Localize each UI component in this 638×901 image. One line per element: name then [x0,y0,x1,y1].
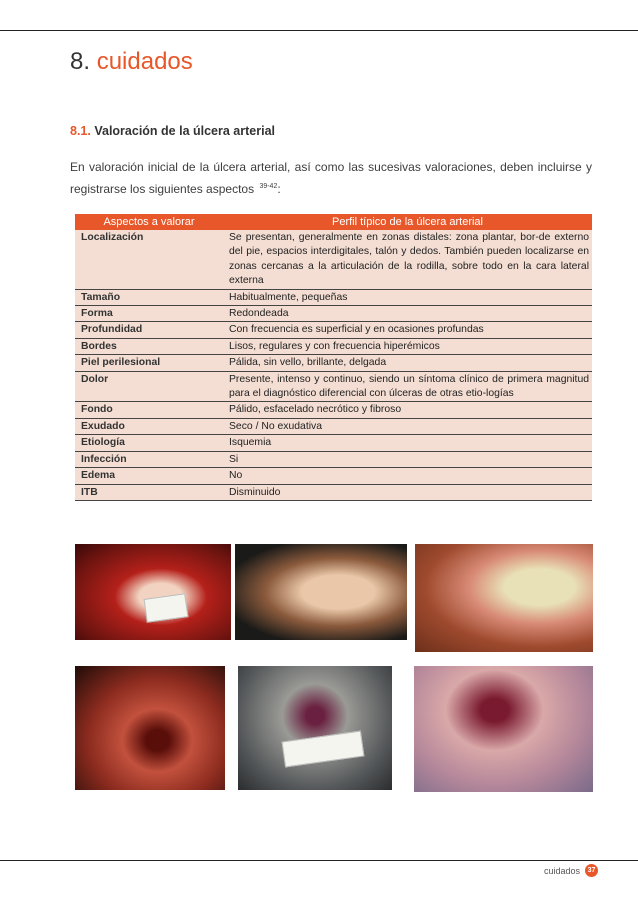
photo-ulcer-leg-labeled [238,666,392,790]
row-aspect: Fondo [75,402,223,418]
table-row [75,371,592,402]
intro-end: : [277,182,281,196]
row-profile: Seco / No exudativa [223,418,592,434]
section-heading [70,124,275,138]
row-aspect: Piel perilesional [75,355,223,371]
table-row [75,338,592,354]
row-profile: Lisos, regulares y con frecuencia hiperémicos [223,338,592,354]
table-header-profile: Perfil típico de la úlcera arterial [223,214,592,230]
row-profile: Presente, intenso y continuo, siendo un síntoma clínico de primera magnitud para el diagnóstico diferencial con úlceras de otras etio-logías [223,371,592,402]
table-row [75,484,592,500]
row-profile: Isquemia [223,435,592,451]
row-profile: Se presentan, generalmente en zonas distales: zona plantar, bor-de externo del pie, espacios interdigitales, talón y dedos. También pueden localizarse en zonas cercanas a la articulación de la rodilla, sobre todo en la cara lateral externa [223,230,592,289]
intro-paragraph [70,158,592,199]
row-aspect: Forma [75,306,223,322]
table-row [75,435,592,451]
row-aspect: Profundidad [75,322,223,338]
table-header-row [75,214,592,230]
row-aspect: Bordes [75,338,223,354]
row-profile: Si [223,451,592,467]
section-title: Valoración de la úlcera arterial [94,124,275,138]
table-row [75,402,592,418]
row-aspect: Infección [75,451,223,467]
row-profile: Redondeada [223,306,592,322]
page-number-badge: 37 [585,864,598,877]
photo-ulcer-heel [415,544,593,652]
row-profile: Pálido, esfacelado necrótico y fibroso [223,402,592,418]
row-aspect: Exudado [75,418,223,434]
row-profile: Habitualmente, pequeñas [223,289,592,305]
row-profile: Disminuido [223,484,592,500]
row-aspect: Dolor [75,371,223,402]
photo-ulcer-wound-care [235,544,407,640]
row-aspect: Localización [75,230,223,289]
table-body [75,230,592,500]
intro-text: En valoración inicial de la úlcera arterial, así como las sucesivas valoraciones, deben incluirse y registrarse los siguientes aspectos [70,160,592,196]
photo-ulcer-foot-dorsal [75,666,225,790]
bottom-rule [0,860,638,861]
table-row [75,230,592,289]
table-header-aspect: Aspectos a valorar [75,214,223,230]
photo-ulcer-toes [414,666,593,792]
table-row [75,451,592,467]
section-number: 8.1. [70,124,91,138]
row-profile: Pálida, sin vello, brillante, delgada [223,355,592,371]
chapter-heading [70,48,193,76]
chapter-number: 8. [70,48,91,75]
row-aspect: Tamaño [75,289,223,305]
table-row [75,355,592,371]
table-row [75,306,592,322]
photo-ulcer-foot-bandaged [75,544,231,640]
footer-section-label: cuidados [544,866,581,876]
table-row [75,322,592,338]
table-row [75,418,592,434]
row-aspect: Edema [75,468,223,484]
row-profile: Con frecuencia es superficial y en ocasiones profundas [223,322,592,338]
assessment-table [75,214,592,501]
table-row [75,289,592,305]
top-rule [0,30,638,31]
row-profile: No [223,468,592,484]
chapter-title: cuidados [96,48,193,75]
intro-references: 39-42 [259,183,278,190]
table-row [75,468,592,484]
row-aspect: ITB [75,484,223,500]
row-aspect: Etiología [75,435,223,451]
